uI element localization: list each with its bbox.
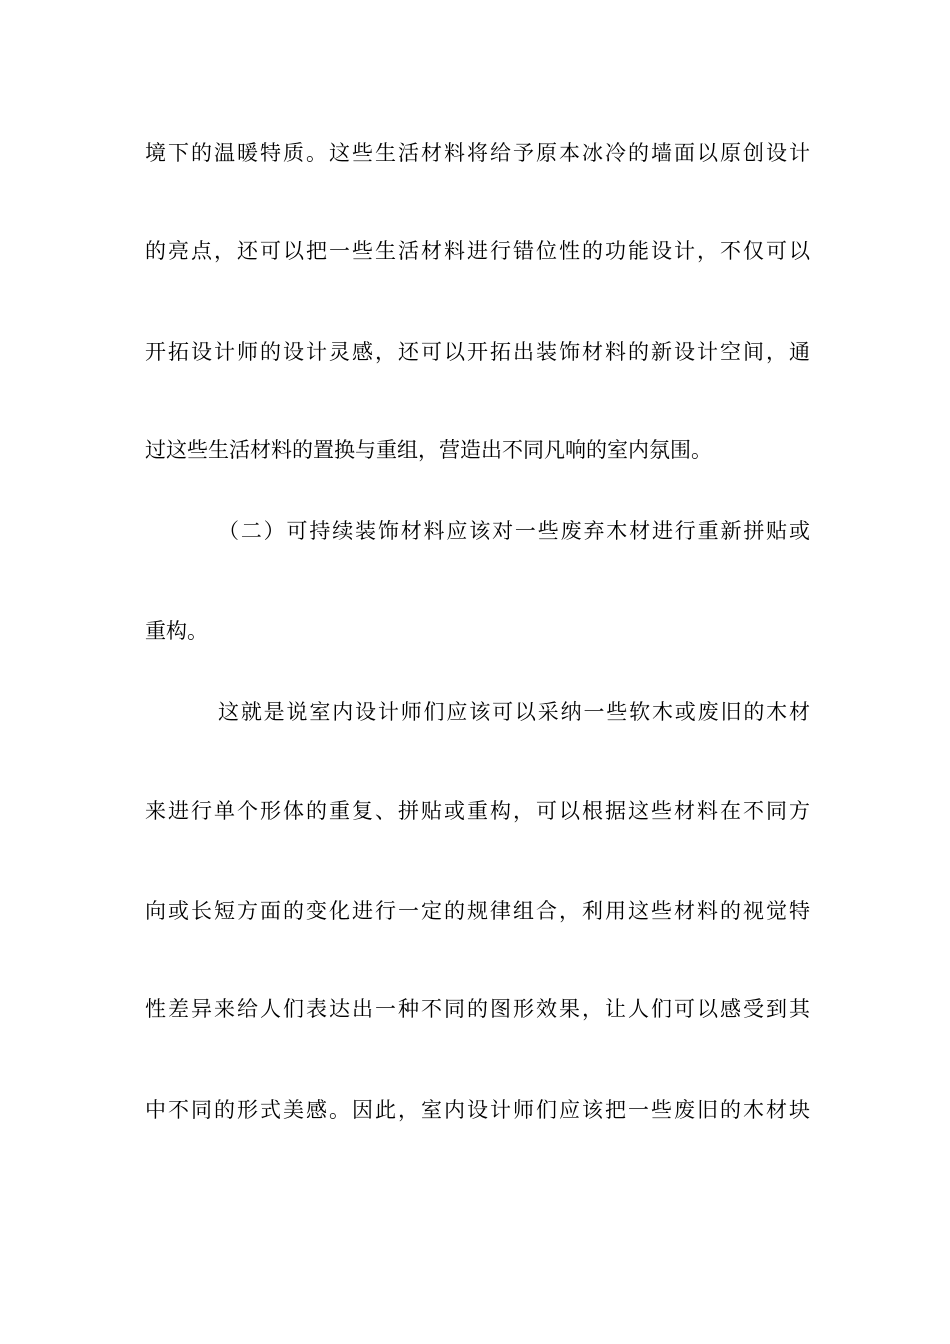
paragraph-line: 性差异来给人们表达出一种不同的图形效果，让人们可以感受到其 xyxy=(145,997,810,1021)
section-heading-line: （二）可持续装饰材料应该对一些废弃木材进行重新拼贴或 xyxy=(218,519,810,543)
paragraph-line: 过这些生活材料的置换与重组，营造出不同凡响的室内氛围。 xyxy=(145,438,712,462)
paragraph-line: 来进行单个形体的重复、拼贴或重构，可以根据这些材料在不同方 xyxy=(145,799,810,823)
paragraph-line: 开拓设计师的设计灵感，还可以开拓出装饰材料的新设计空间，通 xyxy=(145,340,810,364)
paragraph-line: 的亮点，还可以把一些生活材料进行错位性的功能设计，不仅可以 xyxy=(145,239,810,263)
paragraph-line: 向或长短方面的变化进行一定的规律组合，利用这些材料的视觉特 xyxy=(145,899,810,923)
paragraph-line: 中不同的形式美感。因此，室内设计师们应该把一些废旧的木材块 xyxy=(145,1098,810,1122)
paragraph-line: 这就是说室内设计师们应该可以采纳一些软木或废旧的木材 xyxy=(218,700,810,724)
section-heading-line: 重构。 xyxy=(145,619,208,643)
paragraph-line: 境下的温暖特质。这些生活材料将给予原本冰冷的墙面以原创设计 xyxy=(145,141,810,165)
